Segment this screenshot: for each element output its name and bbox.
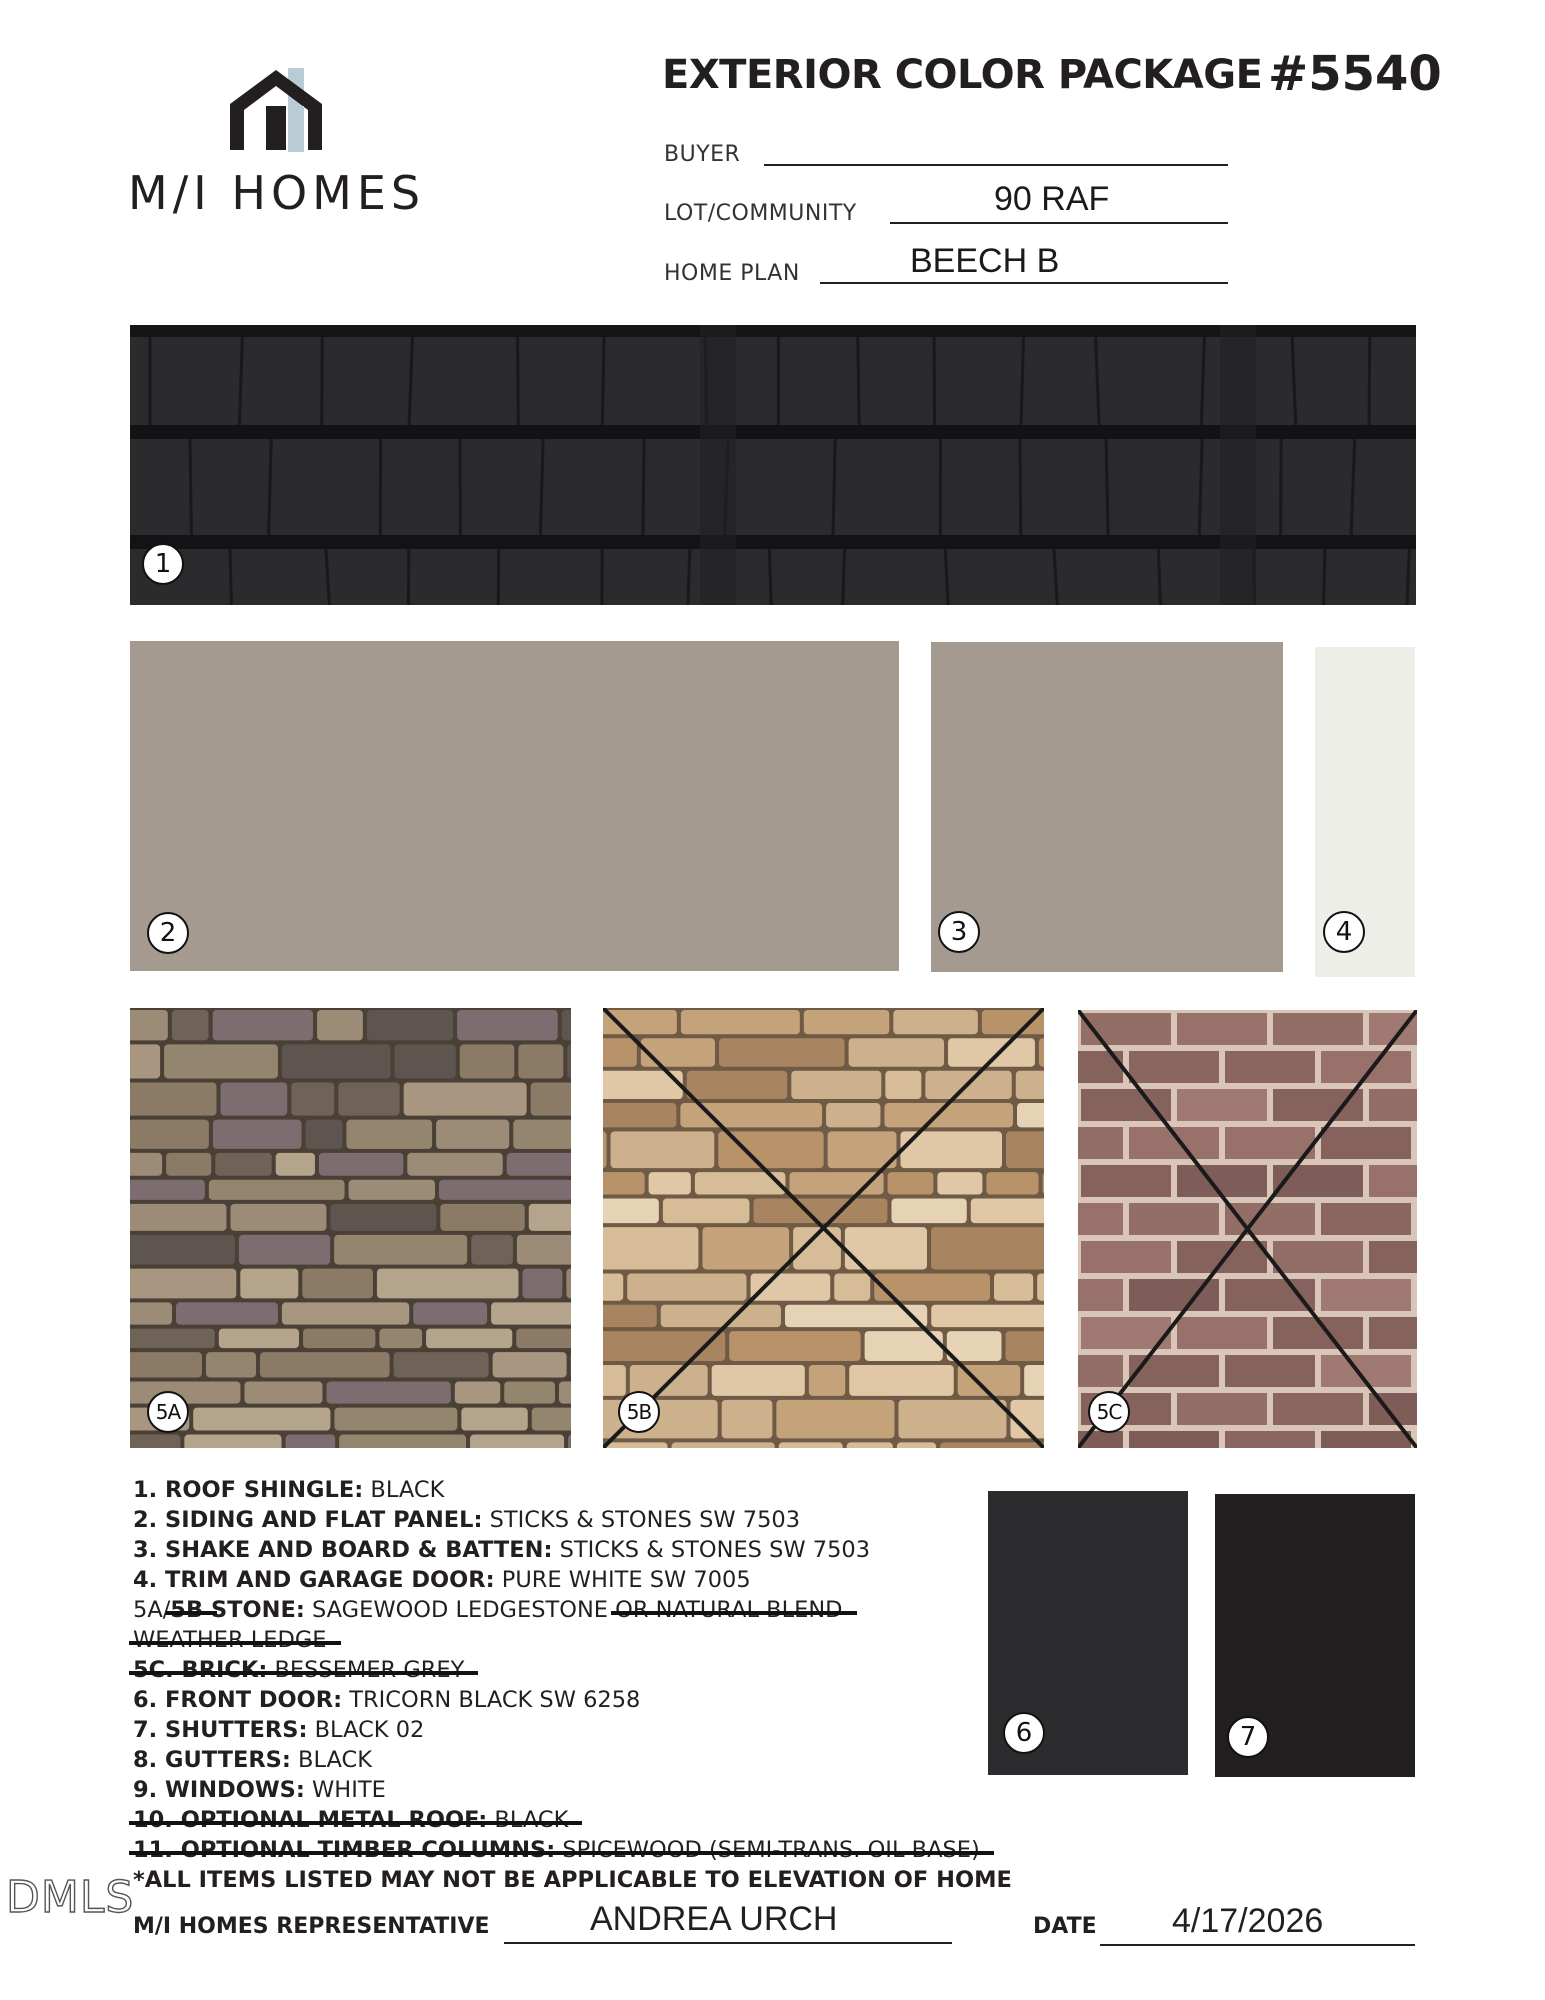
lot-community-label: LOT/COMMUNITY [664,201,857,226]
buyer-label: BUYER [664,142,741,167]
swatch-number-1: 1 [142,543,184,585]
swatch-number-6: 6 [1003,1712,1045,1754]
list-item: 1. ROOF SHINGLE: BLACK [133,1477,445,1503]
roof-shingle-swatch [130,325,1416,605]
list-item: 8. GUTTERS: BLACK [133,1747,372,1773]
list-item-stone-cont [133,1625,1013,1655]
lot-community-line [890,222,1228,224]
watermark: DMLS [6,1872,135,1923]
list-item: 2. SIDING AND FLAT PANEL: STICKS & STONES SW 7503 [133,1507,801,1533]
color-selection-list [133,1475,1013,1895]
list-item: 9. WINDOWS: WHITE [133,1777,386,1803]
list-item: 7. SHUTTERS: BLACK 02 [133,1717,425,1743]
representative-value: ANDREA URCH [590,1900,838,1938]
company-logo [222,64,330,154]
home-plan-line [820,282,1228,284]
swatch-number-5b: 5B [618,1391,660,1433]
list-item: 3. SHAKE AND BOARD & BATTEN: STICKS & STONES SW 7503 [133,1537,871,1563]
list-item: 6. FRONT DOOR: TRICORN BLACK SW 6258 [133,1687,641,1713]
shake-color-swatch [931,642,1283,972]
package-number: #5540 [1268,46,1442,102]
struck-option: WEATHER LEDGE [133,1627,327,1653]
page-title: EXTERIOR COLOR PACKAGE [662,52,1263,98]
shutters-color-swatch [1215,1494,1415,1777]
siding-color-swatch [130,641,899,971]
swatch-number-2: 2 [147,912,189,954]
home-plan-value: BEECH B [910,242,1060,280]
date-line [1100,1944,1415,1946]
home-plan-label: HOME PLAN [664,261,800,286]
swatch-number-5c: 5C [1088,1391,1130,1433]
list-item-stone: 5A/5B STONE: SAGEWOOD LEDGESTONE OR NATURAL BLEND [133,1597,843,1623]
stone-5a-swatch [130,1008,571,1448]
bessemer-grey-brick-texture [1078,1010,1417,1448]
representative-label: M/I HOMES REPRESENTATIVE [133,1914,490,1939]
swatch-number-7: 7 [1227,1716,1269,1758]
logo-wordmark: M/I HOMES [128,166,426,220]
date-value: 4/17/2026 [1172,1902,1324,1940]
date-label: DATE [1033,1914,1097,1939]
list-item-struck: 5C. BRICK: BESSEMER GREY [133,1657,465,1683]
swatch-number-5a: 5A [147,1391,189,1433]
buyer-line [764,164,1228,166]
stone-5b-swatch [603,1008,1044,1448]
roof-shingle-texture [130,325,1416,605]
trim-color-swatch [1315,647,1415,977]
natural-blend-texture [603,1008,1044,1448]
disclaimer-note: *ALL ITEMS LISTED MAY NOT BE APPLICABLE TO ELEVATION OF HOME [133,1867,1012,1893]
list-item-struck: 10. OPTIONAL METAL ROOF: BLACK [133,1807,569,1833]
lot-community-value: 90 RAF [994,180,1110,218]
struck-option: OR NATURAL BLEND [615,1597,843,1623]
swatch-number-4: 4 [1323,911,1365,953]
brick-5c-swatch [1078,1010,1417,1448]
list-item: 4. TRIM AND GARAGE DOOR: PURE WHITE SW 7005 [133,1567,751,1593]
front-door-color-swatch [988,1491,1188,1775]
sagewood-ledgestone-texture [130,1008,571,1448]
swatch-number-3: 3 [938,911,980,953]
list-item-struck: 11. OPTIONAL TIMBER COLUMNS: SPICEWOOD (SEMI-TRANS. OIL BASE) [133,1837,980,1863]
representative-line [504,1942,952,1944]
